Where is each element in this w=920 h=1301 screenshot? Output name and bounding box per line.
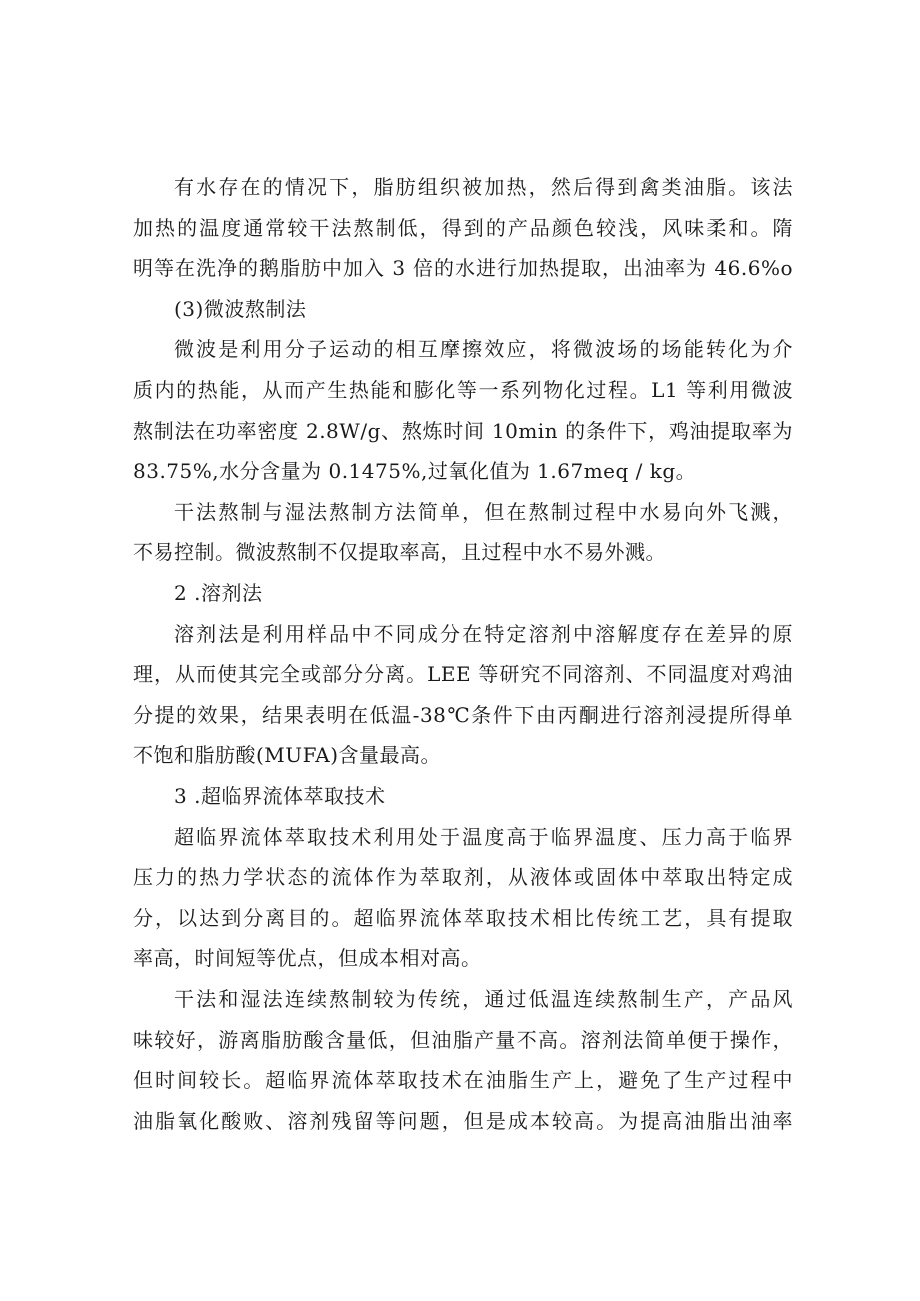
text-line: 加热的温度通常较干法熬制低，得到的产品颜色较浅，风味柔和。隋 <box>133 215 793 240</box>
text-line: 油脂氧化酸败、溶剂残留等问题，但是成本较高。为提高油脂出油率 <box>133 1108 793 1133</box>
text-line: 熬制法在功率密度 2.8W/g、熬炼时间 10min 的条件下，鸡油提取率为 <box>133 418 793 443</box>
text-line: 质内的热能，从而产生热能和膨化等一系列物化过程。L1 等利用微波 <box>133 378 793 402</box>
text-line: 有水存在的情况下，脂肪组织被加热，然后得到禽类油脂。该法 <box>174 175 793 199</box>
text-line: 但时间较长。超临界流体萃取技术在油脂生产上，避免了生产过程中 <box>133 1068 793 1093</box>
text-line: 超临界流体萃取技术利用处于温度高于临界温度、压力高于临界 <box>174 824 793 849</box>
text-line: 分，以达到分离目的。超临界流体萃取技术相比传统工艺，具有提取 <box>133 905 793 930</box>
text-line: 理，从而使其完全或部分分离。LEE 等研究不同溶剂、不同温度对鸡油 <box>133 662 793 687</box>
text-line: 明等在洗净的鹅脂肪中加入 3 倍的水进行加热提取，出油率为 46.6%o <box>133 256 793 281</box>
section-heading: 3 .超临界流体萃取技术 <box>174 784 386 808</box>
text-line: 干法和湿法连续熬制较为传统，通过低温连续熬制生产，产品风 <box>174 987 793 1011</box>
text-line: 不易控制。微波熬制不仅提取率高，且过程中水不易外溅。 <box>133 540 666 565</box>
text-line: 不饱和脂肪酸(MUFA)含量最高。 <box>133 743 442 768</box>
section-heading: 2 .溶剂法 <box>174 581 263 605</box>
text-line: 83.75%,水分含量为 0.1475%,过氧化值为 1.67meq / kg。 <box>133 459 697 484</box>
text-line: 微波是利用分子运动的相互摩擦效应，将微波场的场能转化为介 <box>174 337 793 362</box>
text-line: 分提的效果，结果表明在低温-38℃条件下由丙酮进行溶剂浸提所得单 <box>133 702 793 727</box>
text-line: 压力的热力学状态的流体作为萃取剂，从液体或固体中萃取出特定成 <box>133 865 793 890</box>
section-heading: (3)微波熬制法 <box>174 296 307 321</box>
text-line: 味较好，游离脂肪酸含量低，但油脂产量不高。溶剂法简单便于操作， <box>133 1027 793 1052</box>
text-line: 率高，时间短等优点，但成本相对高。 <box>133 946 482 971</box>
text-line: 溶剂法是利用样品中不同成分在特定溶剂中溶解度存在差异的原 <box>174 621 793 646</box>
text-line: 干法熬制与湿法熬制方法简单，但在熬制过程中水易向外飞溅， <box>174 499 793 524</box>
